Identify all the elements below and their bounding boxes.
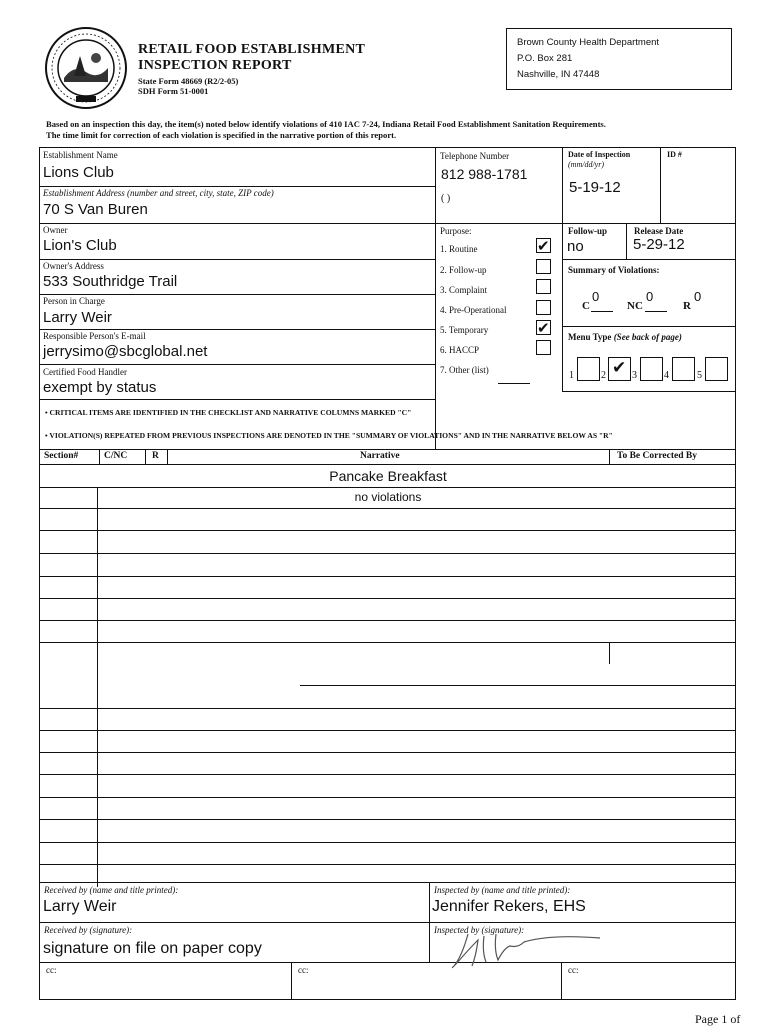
inspected-by-label: Inspected by (name and title printed): — [434, 885, 571, 895]
inspected-signature-label: Inspected by (signature): — [434, 925, 525, 935]
narrative-row-1: Pancake Breakfast — [329, 468, 447, 484]
menu-type-2-label: 2 — [601, 370, 606, 381]
cc-label-1: cc: — [46, 965, 57, 975]
check-icon: ✔ — [612, 358, 627, 378]
purpose-temporary-checkbox[interactable] — [536, 320, 551, 335]
certified-food-handler-label: Certified Food Handler — [43, 367, 127, 377]
date-of-inspection-label: Date of Inspection — [568, 150, 631, 159]
purpose-preoperational-label: 4. Pre-Operational — [440, 305, 507, 315]
page-number: Page 1 of — [695, 1012, 741, 1026]
responsible-email-label: Responsible Person's E-mail — [43, 331, 146, 341]
summary-nc-field[interactable]: 0 — [646, 289, 654, 304]
purpose-haccp-label: 6. HACCP — [440, 345, 480, 355]
purpose-routine-checkbox[interactable] — [536, 238, 551, 253]
purpose-followup-label: 2. Follow-up — [440, 265, 487, 275]
owner-address-field[interactable]: 533 Southridge Trail — [43, 273, 178, 290]
date-of-inspection-field[interactable]: 5-19-12 — [569, 179, 621, 196]
purpose-followup-checkbox[interactable] — [536, 259, 551, 274]
menu-type-3-box[interactable] — [640, 357, 663, 381]
repeat-violations-note: • VIOLATION(S) REPEATED FROM PREVIOUS INSPECTIONS ARE DENOTED IN THE "SUMMARY OF VIOLATIONS" AND IN THE NARRATIVE BELOW AS "R" — [45, 431, 613, 440]
person-in-charge-label: Person in Charge — [43, 296, 105, 306]
telephone-field[interactable]: 812 988-1781 — [441, 166, 528, 182]
owner-label: Owner — [43, 225, 68, 235]
establishment-name-label: Establishment Name — [43, 150, 118, 160]
establishment-address-label: Establishment Address (number and street, city, state, ZIP code) — [43, 188, 274, 198]
followup-field[interactable]: no — [567, 238, 584, 255]
menu-type-1-box[interactable] — [577, 357, 600, 381]
menu-type-4-label: 4 — [664, 370, 669, 381]
narrative-row-2: no violations — [354, 490, 422, 504]
summary-label: Summary of Violations: — [568, 265, 660, 275]
received-signature-field[interactable]: signature on file on paper copy — [43, 940, 262, 957]
col-section-header: Section# — [44, 451, 79, 461]
form-title-line1: RETAIL FOOD ESTABLISHMENT — [138, 42, 366, 57]
col-cnc-header: C/NC — [104, 451, 128, 461]
summary-nc-label: NC — [627, 300, 643, 312]
inspector-signature-icon — [440, 926, 620, 974]
id-label: ID # — [667, 150, 682, 159]
purpose-temporary-label: 5. Temporary — [440, 325, 489, 335]
owner-address-label: Owner's Address — [43, 261, 104, 271]
critical-items-note: • CRITICAL ITEMS ARE IDENTIFIED IN THE CHECKLIST AND NARRATIVE COLUMNS MARKED "C" — [45, 408, 412, 417]
purpose-other-line — [498, 383, 530, 384]
cc-label-3: cc: — [568, 965, 579, 975]
purpose-complaint-label: 3. Complaint — [440, 285, 487, 295]
purpose-label: Purpose: — [440, 226, 472, 236]
establishment-address-field[interactable]: 70 S Van Buren — [43, 201, 148, 218]
person-in-charge-field[interactable]: Larry Weir — [43, 309, 112, 326]
state-seal-icon — [44, 26, 128, 110]
menu-type-2-box[interactable] — [608, 357, 631, 381]
received-signature-label: Received by (signature): — [44, 925, 133, 935]
menu-type-hint: (See back of page) — [613, 332, 682, 342]
col-corrected-by-header: To Be Corrected By — [617, 451, 697, 461]
cc-label-2: cc: — [298, 965, 309, 975]
purpose-haccp-checkbox[interactable] — [536, 340, 551, 355]
summary-c-label: C — [582, 300, 590, 312]
department-address-box — [506, 28, 732, 90]
dept-po-box: P.O. Box 281 — [517, 53, 573, 64]
purpose-routine-label: 1. Routine — [440, 244, 478, 254]
summary-c-field[interactable]: 0 — [592, 289, 600, 304]
col-narrative-header: Narrative — [360, 451, 400, 461]
release-date-label: Release Date — [634, 226, 684, 236]
dept-name: Brown County Health Department — [517, 37, 660, 48]
menu-type-text: Menu Type — [568, 332, 612, 342]
establishment-name-field[interactable]: Lions Club — [43, 164, 114, 181]
menu-type-4-box[interactable] — [672, 357, 695, 381]
responsible-email-field[interactable]: jerrysimo@sbcglobal.net — [43, 343, 208, 360]
followup-label: Follow-up — [568, 226, 608, 236]
dept-city: Nashville, IN 47448 — [517, 69, 600, 80]
release-date-field[interactable]: 5-29-12 — [633, 236, 685, 253]
sdh-form-number: SDH Form 51-0001 — [138, 86, 209, 96]
telephone-secondary-field[interactable]: ( ) — [441, 193, 451, 204]
form-title-line2: INSPECTION REPORT — [138, 58, 292, 73]
summary-r-field[interactable]: 0 — [694, 289, 702, 304]
certified-food-handler-field[interactable]: exempt by status — [43, 379, 157, 396]
purpose-other-label: 7. Other (list) — [440, 365, 489, 375]
date-format-hint: (mm/dd/yr) — [568, 160, 604, 169]
notice-line1: Based on an inspection this day, the item(s) noted below identify violations of 410 IAC 7-24, Indiana Retail Food Establishment Sanitation Requirements. — [46, 119, 606, 129]
summary-r-label: R — [683, 300, 691, 312]
menu-type-label — [568, 332, 682, 342]
check-icon: ✔ — [537, 319, 550, 337]
inspected-by-field[interactable]: Jennifer Rekers, EHS — [432, 898, 586, 915]
telephone-label: Telephone Number — [440, 151, 510, 161]
purpose-preoperational-checkbox[interactable] — [536, 300, 551, 315]
purpose-complaint-checkbox[interactable] — [536, 279, 551, 294]
menu-type-5-box[interactable] — [705, 357, 728, 381]
check-icon: ✔ — [537, 237, 550, 255]
owner-field[interactable]: Lion's Club — [43, 237, 117, 254]
received-by-label: Received by (name and title printed): — [44, 885, 179, 895]
notice-line2: The time limit for correction of each violation is specified in the narrative portion of this report. — [46, 130, 397, 140]
menu-type-3-label: 3 — [632, 370, 637, 381]
form-number: State Form 48669 (R2/2-05) — [138, 76, 239, 86]
menu-type-5-label: 5 — [697, 370, 702, 381]
col-r-header: R — [152, 451, 159, 461]
menu-type-1-label: 1 — [569, 370, 574, 381]
received-by-field[interactable]: Larry Weir — [43, 898, 117, 915]
